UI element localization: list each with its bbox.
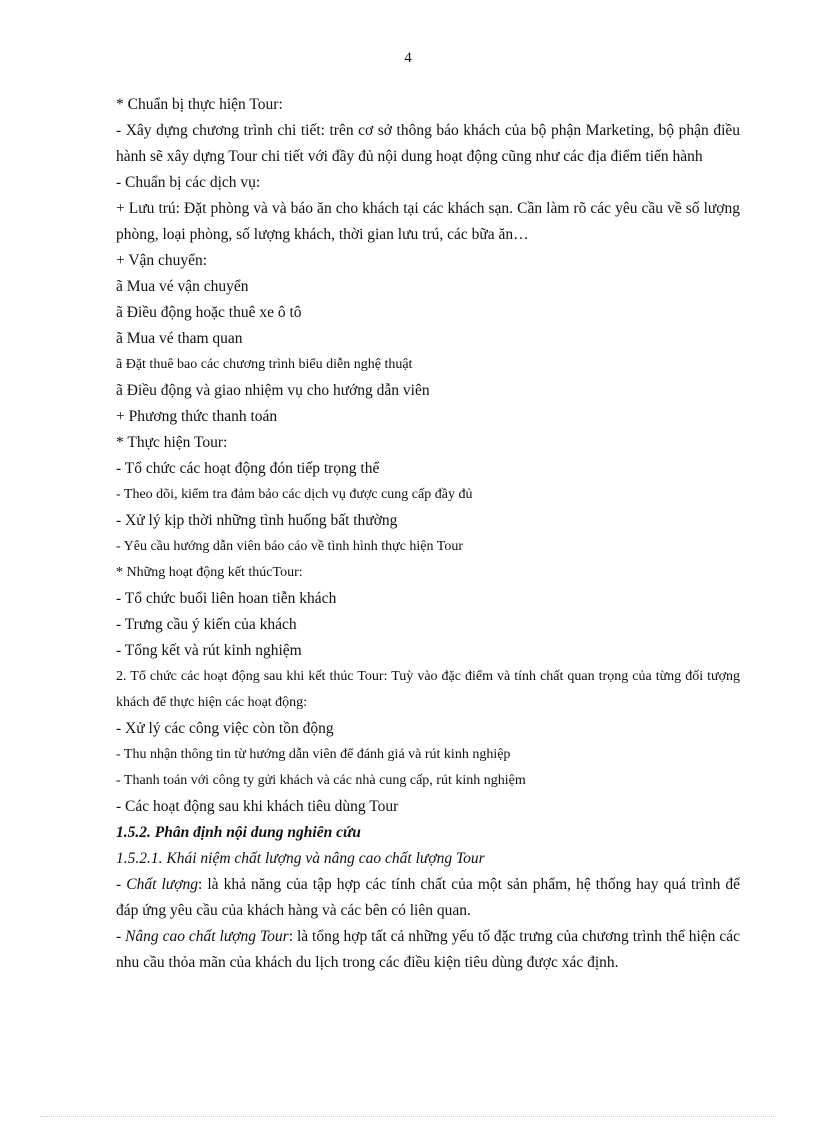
definition-prefix: - <box>116 928 126 945</box>
list-item: - Tổ chức các hoạt động đón tiếp trọng thể <box>116 460 380 477</box>
page-number: 4 <box>404 50 412 66</box>
list-item: - Trưng cầu ý kiến của khách <box>116 616 297 633</box>
text-line: * Những hoạt động kết thúcTour: <box>116 565 303 580</box>
list-item: ã Mua vé tham quan <box>116 330 243 347</box>
definition-term: Chất lượng <box>126 876 198 893</box>
text-paragraph: - Xây dựng chương trình chi tiết: trên cơ sở thông báo khách của bộ phận Marketing, bộ phận điều hành sẽ xây dựng Tour chi tiết với đầy đủ nội dung hoạt động cũng như các địa điểm tiến hành <box>116 122 740 165</box>
list-item: ã Điều động và giao nhiệm vụ cho hướng dẫn viên <box>116 382 430 399</box>
definition-prefix: - <box>116 876 127 893</box>
text-line: + Phương thức thanh toán <box>116 408 278 425</box>
definition-term: Nâng cao chất lượng Tour <box>125 928 289 945</box>
definition-text: : là khả năng của tập hợp các tính chất của một sản phẩm, hệ thống hay quá trình để đáp ứng yêu cầu của khách hàng và các bên có liên quan. <box>116 876 741 919</box>
footer-divider <box>40 1116 776 1117</box>
list-item: - Các hoạt động sau khi khách tiêu dùng Tour <box>116 798 399 815</box>
definition-paragraph <box>116 872 740 924</box>
list-item: - Yêu cầu hướng dẫn viên báo cáo về tình hình thực hiện Tour <box>116 539 464 554</box>
list-item: - Xử lý kịp thời những tình huống bất thường <box>116 512 398 529</box>
list-item: ã Mua vé vận chuyển <box>116 278 249 295</box>
document-body <box>116 92 740 976</box>
text-paragraph: + Lưu trú: Đặt phòng và và báo ăn cho khách tại các khách sạn. Cần làm rõ các yêu cầu về số lượng phòng, loại phòng, số lượng khách, thời gian lưu trú, các bữa ăn… <box>116 200 740 243</box>
list-item: - Tổ chức buổi liên hoan tiễn khách <box>116 590 337 607</box>
text-paragraph: 2. Tổ chức các hoạt động sau khi kết thúc Tour: Tuỳ vào đặc điểm và tính chất quan trọng của từng đối tượng khách để thực hiện các hoạt động: <box>116 669 740 710</box>
list-item: - Tổng kết và rút kinh nghiệm <box>116 642 302 659</box>
definition-text: : là tổng hợp tất cả những yếu tố đặc trưng của chương trình thể hiện các nhu cầu thỏa mãn của khách du lịch trong các điều kiện tiêu dùng được xác định. <box>116 928 741 971</box>
list-item: - Thanh toán với công ty gửi khách và các nhà cung cấp, rút kinh nghiệm <box>116 773 526 788</box>
list-item: ã Điều động hoặc thuê xe ô tô <box>116 304 302 321</box>
text-line: * Thực hiện Tour: <box>116 434 228 451</box>
text-line: + Vận chuyển: <box>116 252 208 269</box>
list-item: ã Đặt thuê bao các chương trình biểu diễn nghệ thuật <box>116 357 413 372</box>
subsection-heading: 1.5.2.1. Khái niệm chất lượng và nâng cao chất lượng Tour <box>116 850 485 867</box>
text-line: * Chuẩn bị thực hiện Tour: <box>116 96 283 113</box>
section-heading: 1.5.2. Phân định nội dung nghiên cứu <box>116 824 361 841</box>
list-item: - Thu nhận thông tin từ hướng dẫn viên để đánh giá và rút kinh nghiệp <box>116 747 511 762</box>
list-item: - Xử lý các công việc còn tồn động <box>116 720 334 737</box>
text-line: - Chuẩn bị các dịch vụ: <box>116 174 261 191</box>
definition-paragraph <box>116 924 740 976</box>
list-item: - Theo dõi, kiểm tra đảm bảo các dịch vụ được cung cấp đầy đủ <box>116 487 473 502</box>
